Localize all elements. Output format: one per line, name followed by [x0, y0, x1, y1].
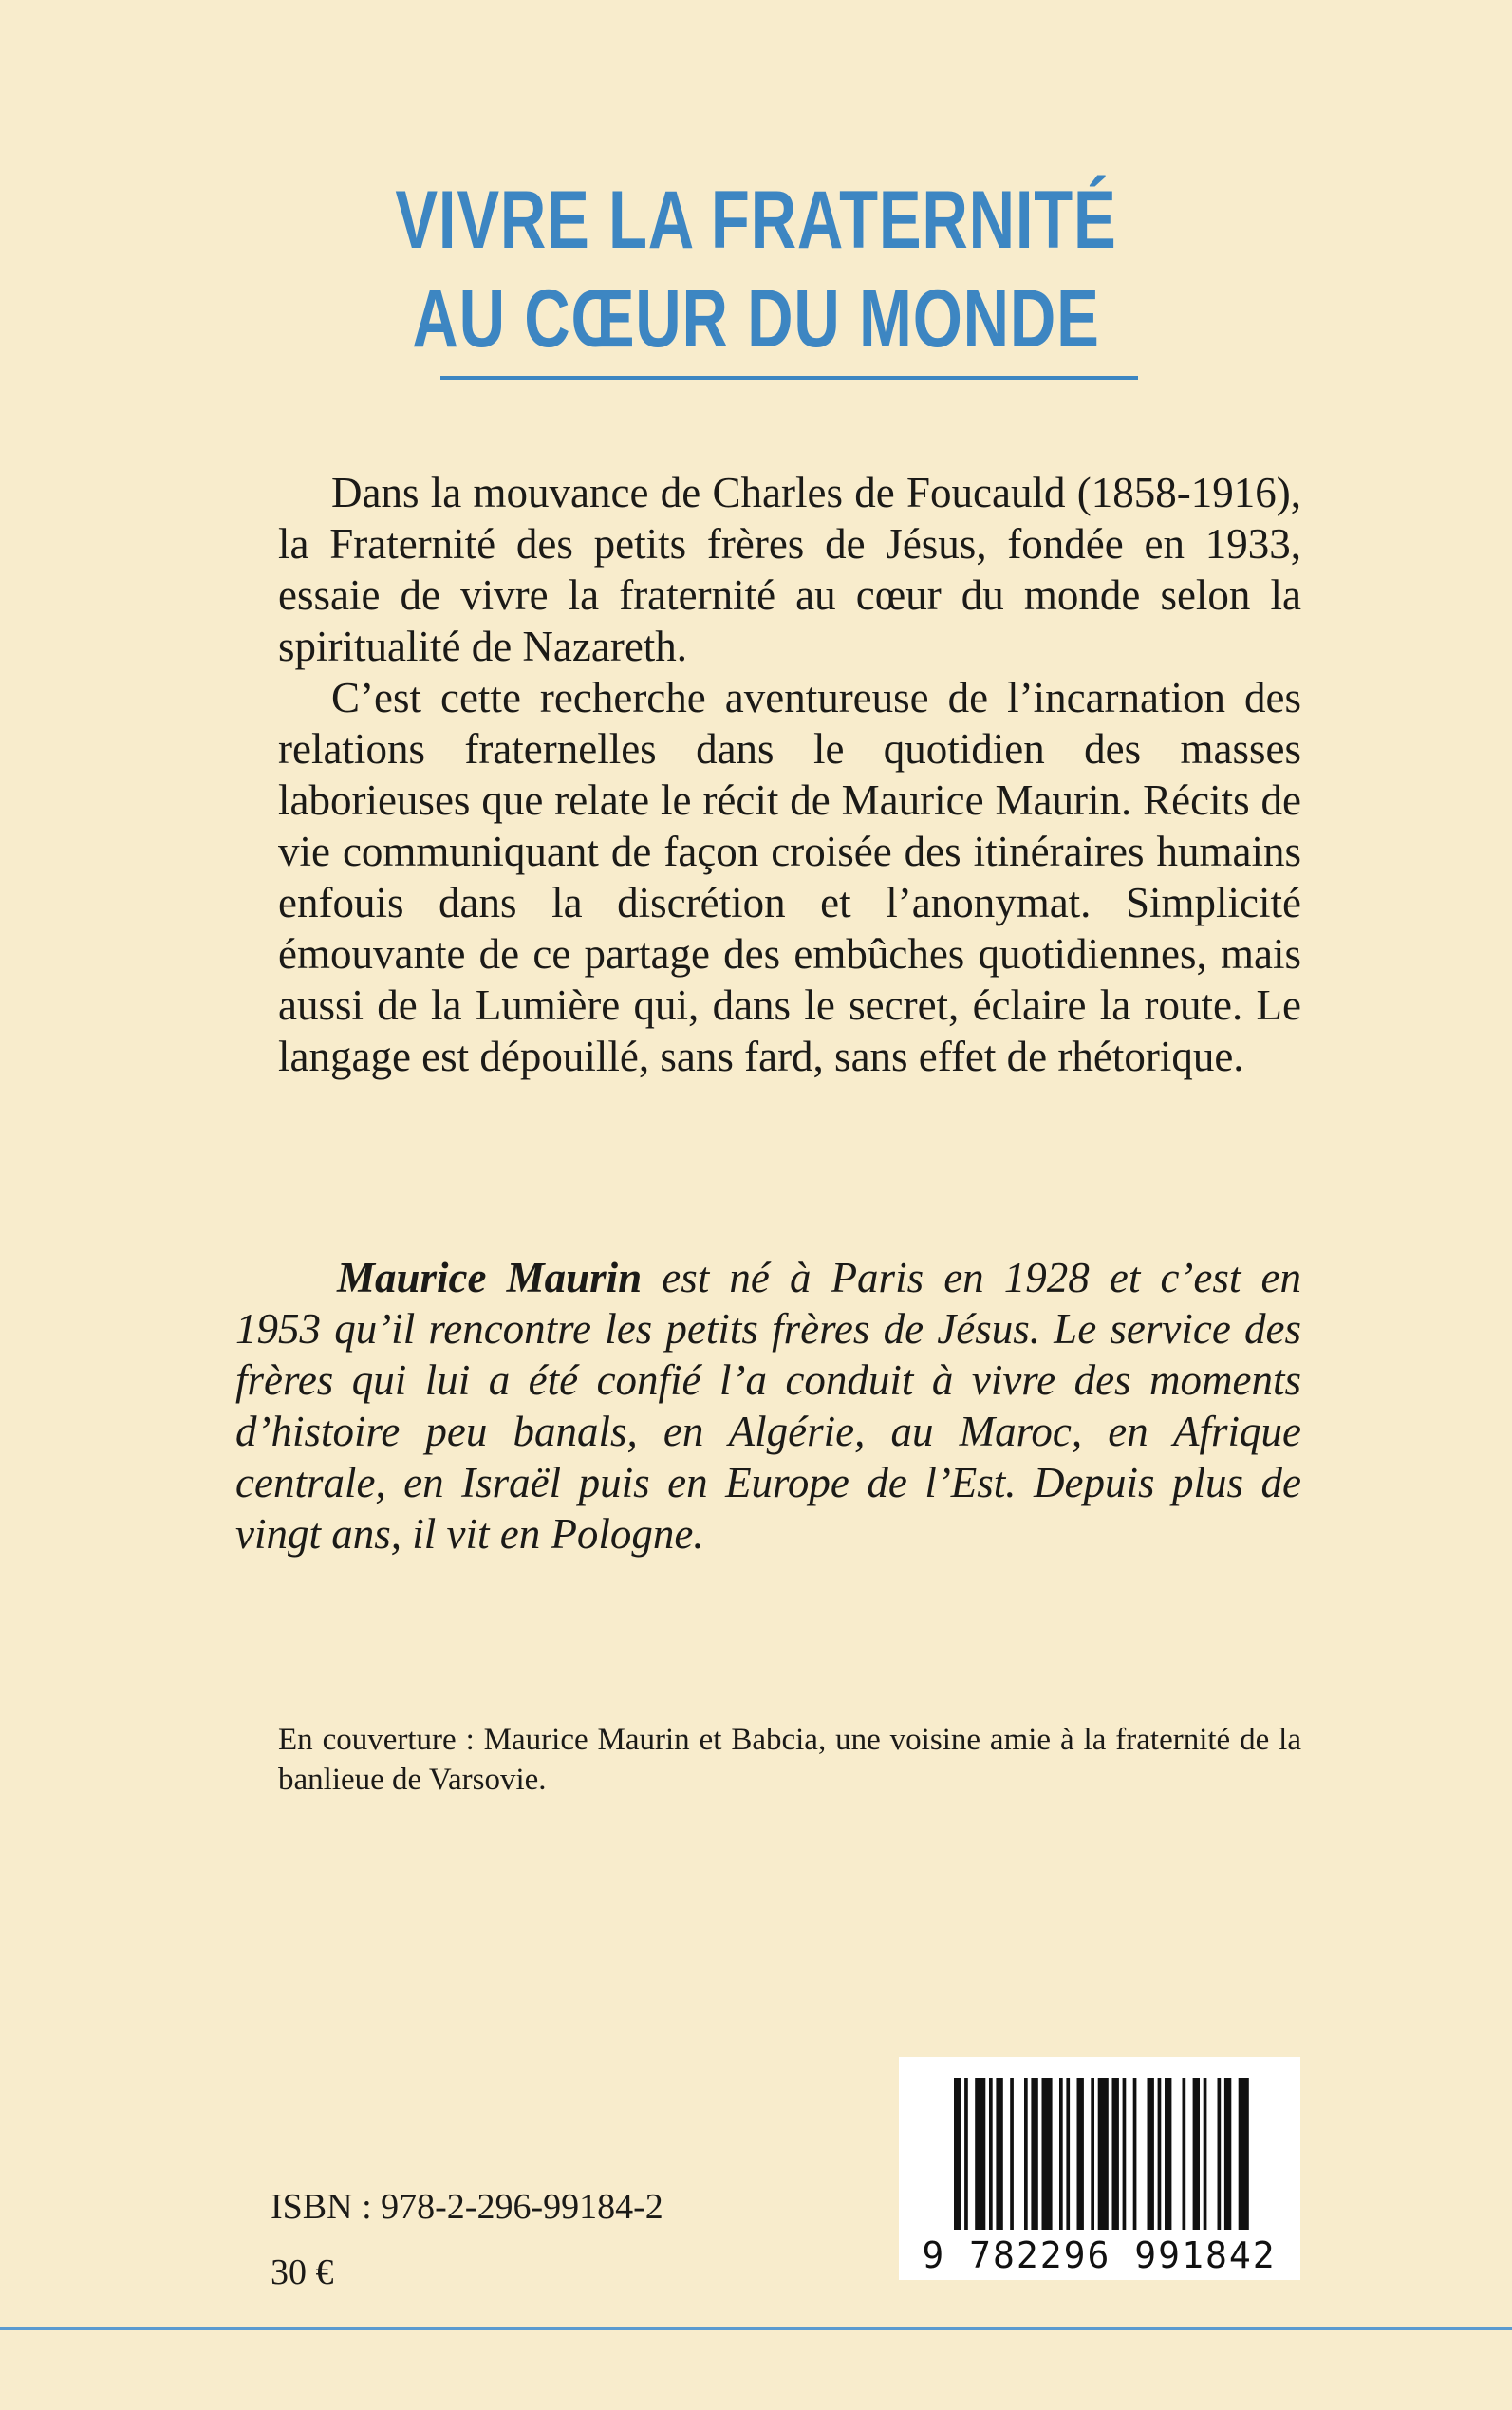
barcode-bar	[954, 2078, 961, 2230]
price: 30 €	[271, 2252, 334, 2292]
barcode-bar	[1218, 2078, 1222, 2230]
title-underline	[440, 376, 1138, 380]
barcode	[899, 2057, 1300, 2280]
barcode-bar	[1183, 2078, 1186, 2230]
book-title	[0, 171, 1512, 368]
author-bio-text: est né à Paris en 1928 et c’est en 1953 qu’il rencontre les petits frères de Jésus. Le service des frères qui lui a été confié l’a conduit à vivre des moments d’histoire peu banals, en Algérie, au Maroc, en Afrique centrale, en Israël puis en Europe de l’Est. Depuis plus de vingt ans, il vit en Pologne.	[235, 1254, 1301, 1558]
barcode-bar	[1165, 2078, 1171, 2230]
barcode-bar	[1158, 2078, 1162, 2230]
barcode-bar	[1024, 2078, 1028, 2230]
barcode-bar	[1239, 2078, 1249, 2230]
title-line-1: VIVRE LA FRATERNITÉ	[395, 175, 1117, 266]
barcode-bar	[1077, 2078, 1084, 2230]
barcode-bar	[1010, 2078, 1014, 2230]
barcode-bar	[1042, 2078, 1053, 2230]
barcode-bar	[975, 2078, 985, 2230]
book-summary	[278, 467, 1301, 1082]
barcode-bar	[1066, 2078, 1070, 2230]
barcode-bar	[1193, 2078, 1200, 2230]
barcode-graphic	[899, 2057, 1300, 2280]
barcode-bar	[1059, 2078, 1063, 2230]
barcode-bar	[1204, 2078, 1207, 2230]
summary-paragraph-1: Dans la mouvance de Charles de Foucauld (1858-1916), la Fraternité des petits frères de Jésus, fondée en 1933, essaie de vivre la fraternité au cœur du monde selon la spiritualité de Nazareth.	[278, 469, 1301, 670]
author-bio-paragraph	[235, 1252, 1301, 1560]
summary-paragraph-2: C’est cette recherche aventureuse de l’incarnation des relations fraternelles dans le quotidien des masses laborieuses que relate le récit de Maurice Maurin. Récits de vie communiquant de façon croisée des itinéraires humains enfouis dans la discrétion et l’anonymat. Simplicité émouvante de ce partage des embûches quotidiennes, mais aussi de la Lumière qui, dans le secret, éclaire la route. Le langage est dépouillé, sans fard, sans effet de rhétorique.	[278, 674, 1301, 1080]
barcode-bar	[1031, 2078, 1037, 2230]
barcode-bar	[964, 2078, 968, 2230]
barcode-bar	[989, 2078, 993, 2230]
author-bio	[235, 1252, 1301, 1560]
barcode-bar	[1224, 2078, 1231, 2230]
barcode-bar	[1098, 2078, 1109, 2230]
barcode-bar	[1133, 2078, 1137, 2230]
title-line-2: AU CŒUR DU MONDE	[412, 273, 1100, 364]
barcode-bar	[1123, 2078, 1127, 2230]
barcode-bar	[1112, 2078, 1119, 2230]
bottom-rule	[0, 2327, 1512, 2330]
cover-credit: En couverture : Maurice Maurin et Babcia, une voisine amie à la fraternité de la banlieue de Varsovie.	[278, 1723, 1301, 1797]
barcode-bar	[1091, 2078, 1094, 2230]
isbn: ISBN : 978-2-296-99184-2	[271, 2187, 663, 2227]
barcode-bar	[996, 2078, 1002, 2230]
barcode-digits: 9 782296 991842	[922, 2234, 1277, 2276]
barcode-bar	[1148, 2078, 1154, 2230]
author-name: Maurice Maurin	[337, 1254, 643, 1301]
